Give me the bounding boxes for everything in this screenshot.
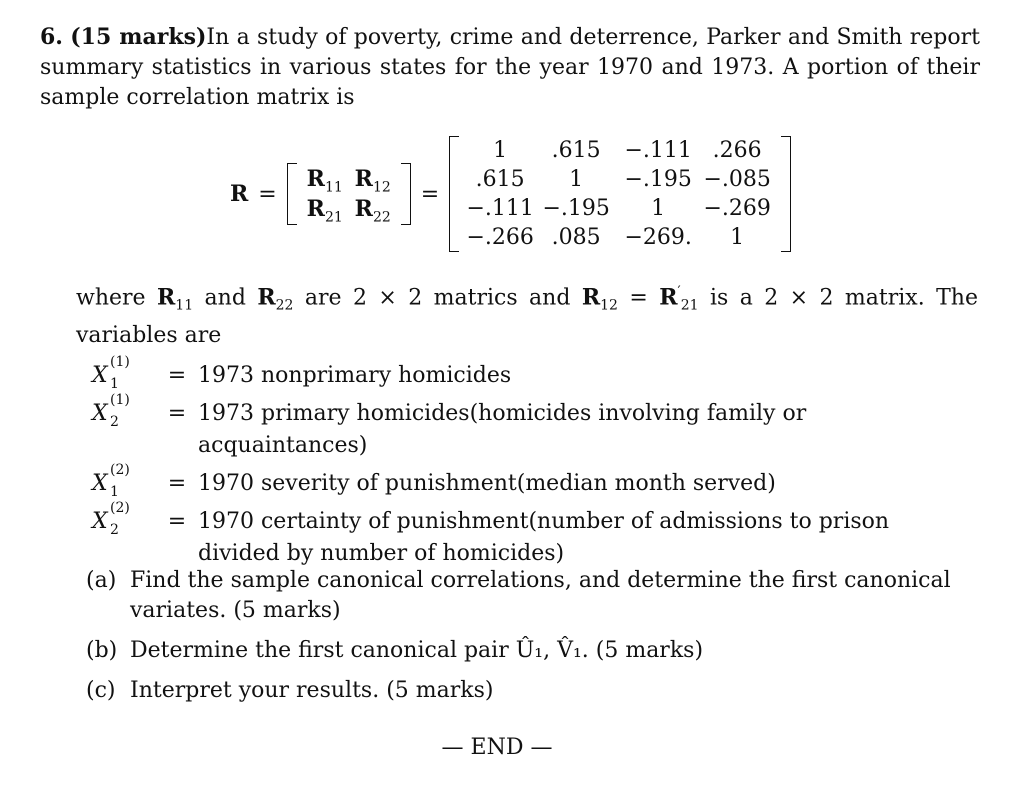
- matrix-cell: −.269: [703, 196, 771, 221]
- variable-symbol: X (1) 1: [92, 354, 130, 392]
- block-r12: $R_{12}$: [354, 166, 391, 196]
- variable-definitions: [76, 354, 976, 576]
- part-text: Find the sample canonical correlations, and determine the first canonical variates. (5 marks): [130, 568, 951, 623]
- matrix-cell: −.111: [624, 138, 692, 163]
- matrix-cell: .615: [475, 167, 525, 192]
- list-item: X (2) 1 = 1970 severity of punishment(median month served): [76, 468, 976, 500]
- matrix-cell: 1: [493, 138, 508, 163]
- question-number: 6.: [40, 24, 63, 50]
- matrix-cell: −.195: [542, 196, 610, 221]
- matrix-cell: .085: [551, 225, 601, 250]
- variable-description: 1973 nonprimary homicides: [198, 363, 512, 388]
- part-text: Interpret your results. (5 marks): [130, 678, 494, 703]
- matrix-cell: −.195: [624, 167, 692, 192]
- question-intro: In a study of poverty, crime and deterrence, Parker and Smith report summary statistics in various states for the year 1970 and 1973. A portion of their sample correlation matrix is: [40, 25, 980, 110]
- list-item: [86, 636, 986, 666]
- matrix-cell: −.111: [466, 196, 534, 221]
- left-bracket: [449, 136, 459, 252]
- part-label: (b): [86, 638, 118, 663]
- list-item: [86, 566, 986, 626]
- part-label: (c): [86, 678, 116, 703]
- block-r11: $R_{11}$: [306, 166, 343, 196]
- matrix-cell: −.085: [703, 167, 771, 192]
- numeric-matrix: [449, 136, 791, 252]
- block-grid: [297, 163, 401, 225]
- matrix-cell: 1: [651, 196, 666, 221]
- list-item: X (1) 2 = 1973 primary homicides(homicides involving family or acquaintances): [76, 398, 976, 462]
- question-header: [40, 22, 980, 113]
- question-marks: (15 marks): [70, 24, 207, 50]
- right-bracket: [781, 136, 791, 252]
- right-bracket: [401, 163, 411, 225]
- left-bracket: [287, 163, 297, 225]
- matrix-cell: .266: [712, 138, 762, 163]
- equals-sign: =: [258, 181, 277, 207]
- list-item: X (2) 2 = 1970 certainty of punishment(number of admissions to prison divided by number of homicides): [76, 506, 976, 570]
- matrix-cell: 1: [569, 167, 584, 192]
- matrix-grid: [459, 136, 781, 252]
- matrix-cell: .615: [551, 138, 601, 163]
- part-text: Determine the first canonical pair Û₁, V̂₁. (5 marks): [130, 638, 704, 663]
- variable-description: 1970 severity of punishment(median month served): [198, 471, 776, 496]
- variable-symbol: X (1) 2: [92, 392, 130, 430]
- where-clause: where $R_{11}$ and $R_{22}$ are 2 × 2 matrics and $R_{12} = R'_{21}$ is a 2 × 2 matrix. The variables are: [76, 284, 978, 348]
- correlation-matrix-equation: [230, 134, 791, 254]
- variable-symbol: X (2) 1: [92, 462, 130, 500]
- matrix-cell: −.266: [466, 225, 534, 250]
- matrix-symbol: R: [230, 181, 249, 207]
- block-r22: $R_{22}$: [354, 196, 391, 226]
- variable-symbol: X (2) 2: [92, 500, 130, 538]
- block-matrix: [287, 163, 411, 225]
- part-label: (a): [86, 568, 117, 593]
- list-item: [86, 676, 986, 706]
- matrix-cell: 1: [730, 225, 745, 250]
- list-item: X (1) 1 = 1973 nonprimary homicides: [76, 360, 976, 392]
- end-marker: — END —: [441, 735, 553, 760]
- block-r21: $R_{21}$: [306, 196, 343, 226]
- equals-sign-2: =: [420, 181, 440, 207]
- variable-description: 1973 primary homicides(homicides involving family or acquaintances): [198, 401, 807, 458]
- question-parts: [86, 566, 986, 716]
- variable-description: 1970 certainty of punishment(number of admissions to prison divided by number of homicides): [198, 509, 890, 566]
- matrix-cell: −269.: [624, 225, 692, 250]
